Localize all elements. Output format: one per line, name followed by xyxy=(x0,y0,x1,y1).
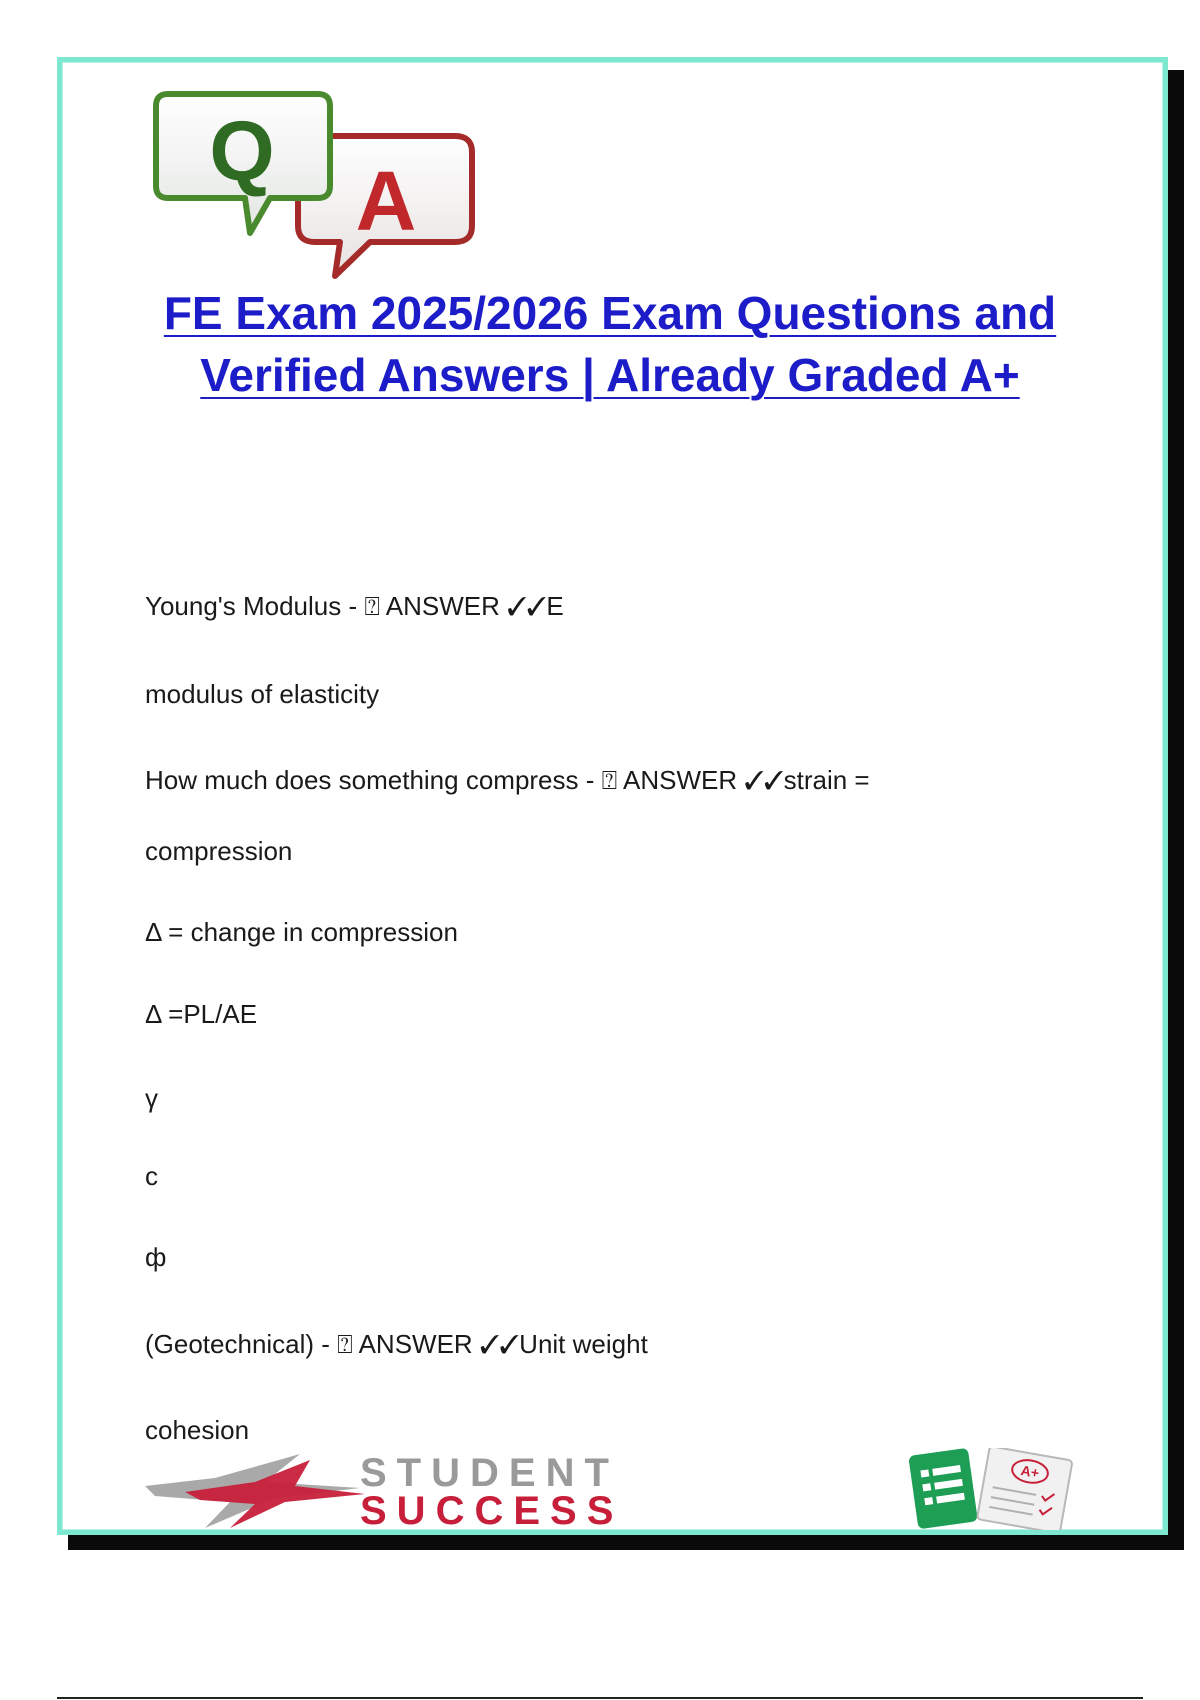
student-success-logo xyxy=(145,1448,1085,1530)
brand-student-text: STUDENT xyxy=(360,1451,619,1495)
grade-badge-text: A+ xyxy=(1019,1462,1041,1481)
answer-letter: A xyxy=(355,154,417,248)
qa-logo xyxy=(150,88,480,288)
star-swoosh-icon xyxy=(145,1454,365,1528)
document-title[interactable]: FE Exam 2025/2026 Exam Questions and Verified Answers | Already Graded A+ xyxy=(163,287,1057,401)
qa-line: Δ = change in compression xyxy=(145,917,458,947)
spreadsheet-icon xyxy=(908,1448,978,1529)
qa-line: c xyxy=(145,1161,158,1191)
qa-line: compression xyxy=(145,836,293,866)
qa-line: ф xyxy=(145,1242,167,1272)
question-letter: Q xyxy=(209,104,275,198)
qa-line: Δ =PL/AE xyxy=(145,999,258,1029)
qa-line: γ xyxy=(145,1083,158,1113)
qa-line: cohesion xyxy=(145,1415,250,1445)
qa-line: How much does something compress - ⍰ ANSWER ✓✓strain = xyxy=(145,765,870,795)
qa-line: modulus of elasticity xyxy=(145,679,380,709)
brand-success-text: SUCCESS xyxy=(360,1489,624,1530)
graded-paper-icon xyxy=(977,1448,1073,1530)
qa-line: (Geotechnical) - ⍰ ANSWER ✓✓Unit weight xyxy=(145,1329,648,1359)
page-bottom-rule xyxy=(57,1697,1143,1699)
qa-line: Young's Modulus - ⍰ ANSWER ✓✓E xyxy=(145,591,564,621)
